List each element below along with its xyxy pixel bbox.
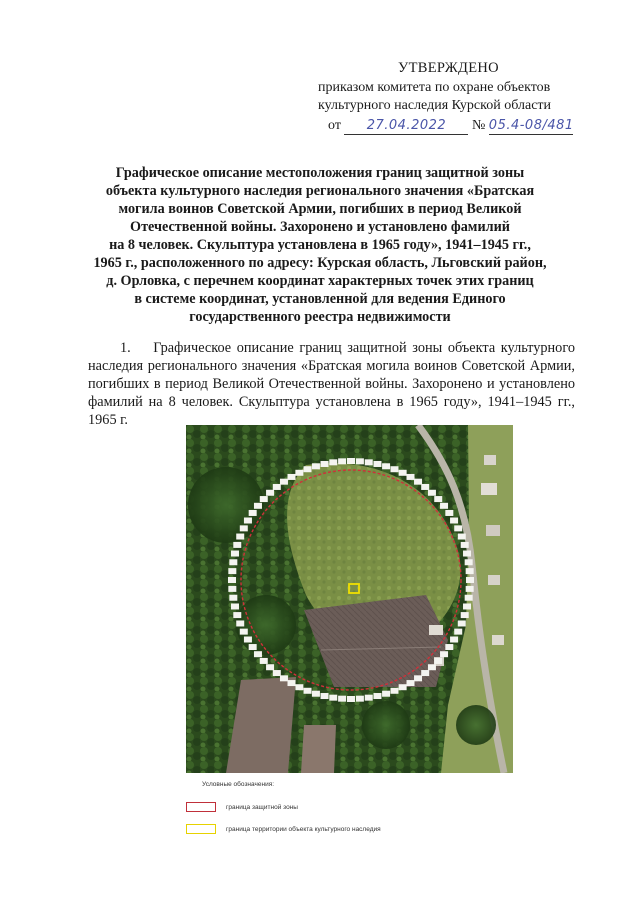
boundary-point-marker: [445, 510, 453, 516]
boundary-point-marker: [295, 470, 303, 476]
boundary-point-marker: [458, 534, 466, 540]
document-heading: [70, 164, 570, 326]
heading-line: могила воинов Советской Армии, погибших в период Великой: [118, 201, 522, 217]
boundary-point-marker: [347, 458, 355, 464]
handwritten-date: 27.04.2022: [366, 118, 447, 133]
boundary-point-marker: [249, 510, 257, 516]
boundary-point-marker: [407, 474, 415, 480]
boundary-point-marker: [231, 551, 239, 557]
boundary-point-marker: [382, 463, 390, 469]
boundary-point-marker: [229, 595, 237, 601]
boundary-point-marker: [228, 577, 236, 583]
section-number: 1.: [120, 340, 131, 356]
legend-title: Условные обозначения:: [202, 781, 275, 788]
boundary-point-marker: [458, 620, 466, 626]
number-underline: [489, 117, 573, 135]
boundary-point-marker: [466, 586, 474, 592]
map-house: [481, 483, 497, 495]
number-label: №: [471, 118, 486, 133]
handwritten-number: 05.4-08/481: [488, 118, 574, 133]
boundary-point-marker: [421, 670, 429, 676]
boundary-point-marker: [399, 470, 407, 476]
boundary-point-marker: [382, 691, 390, 697]
boundary-point-marker: [280, 479, 288, 485]
map-tree-cluster: [456, 705, 496, 745]
legend-label: граница территории объекта культурного наследия: [226, 825, 381, 833]
boundary-point-marker: [295, 684, 303, 690]
boundary-point-marker: [347, 696, 355, 702]
boundary-point-marker: [390, 688, 398, 694]
section-text: Графическое описание границ защитной зоны объекта культурного наследия регионального значения «Братская могила воинов Советской Армии, погибших в период Великой Отечественной войны. Захоронено и установлено фамилий на 8 человек. Скульптура установлена в 1965 году», 1941–1945 гг., 1965 г.: [88, 340, 575, 428]
boundary-point-marker: [450, 637, 458, 643]
boundary-point-marker: [329, 695, 337, 701]
heading-line: в системе координат, установленной для ведения Единого: [134, 291, 506, 307]
boundary-point-marker: [454, 525, 462, 531]
boundary-point-marker: [260, 496, 268, 502]
legend-label: граница защитной зоны: [226, 803, 298, 811]
boundary-point-marker: [465, 559, 473, 565]
boundary-point-marker: [466, 568, 474, 574]
boundary-point-marker: [463, 603, 471, 609]
date-label: от: [328, 118, 341, 133]
boundary-point-marker: [244, 518, 252, 524]
map-lower-field: [301, 725, 336, 773]
boundary-point-marker: [312, 691, 320, 697]
heading-line: Отечественной войны. Захоронено и установлено фамилий: [130, 219, 510, 235]
heading-line: Графическое описание местоположения границ защитной зоны: [115, 165, 525, 181]
boundary-point-marker: [280, 675, 288, 681]
boundary-point-marker: [240, 629, 248, 635]
boundary-point-marker: [356, 458, 364, 464]
boundary-point-marker: [399, 684, 407, 690]
map-tree-cluster: [362, 701, 410, 749]
map-image: [186, 425, 513, 773]
boundary-point-marker: [236, 620, 244, 626]
boundary-point-marker: [428, 490, 436, 496]
map-house: [484, 455, 496, 465]
map-house: [429, 625, 443, 635]
boundary-point-marker: [229, 559, 237, 565]
boundary-point-marker: [466, 577, 474, 583]
boundary-point-marker: [365, 459, 373, 465]
boundary-point-marker: [407, 680, 415, 686]
heading-line: объекта культурного наследия регионального значения «Братская: [105, 183, 535, 199]
boundary-point-marker: [440, 503, 448, 509]
boundary-point-marker: [321, 461, 329, 467]
map-house: [486, 525, 500, 536]
legend-item-protection-zone: [186, 802, 298, 812]
boundary-point-marker: [233, 542, 241, 548]
boundary-point-marker: [465, 595, 473, 601]
boundary-point-marker: [236, 534, 244, 540]
boundary-point-marker: [338, 696, 346, 702]
legend-red-swatch: [186, 802, 216, 812]
boundary-point-marker: [240, 525, 248, 531]
boundary-point-marker: [461, 612, 469, 618]
boundary-point-marker: [356, 696, 364, 702]
boundary-point-marker: [390, 466, 398, 472]
boundary-point-marker: [338, 458, 346, 464]
boundary-point-marker: [254, 651, 262, 657]
boundary-point-marker: [373, 461, 381, 467]
map-tree-cluster: [236, 595, 296, 655]
boundary-point-marker: [450, 518, 458, 524]
date-underline: [344, 117, 468, 135]
boundary-point-marker: [414, 479, 422, 485]
boundary-point-marker: [434, 658, 442, 664]
boundary-point-marker: [249, 644, 257, 650]
boundary-point-marker: [463, 551, 471, 557]
boundary-point-marker: [231, 603, 239, 609]
map-house: [488, 575, 500, 585]
boundary-point-marker: [421, 484, 429, 490]
section-1-paragraph: [88, 339, 575, 429]
approval-line-2: культурного наследия Курской области: [318, 98, 552, 113]
boundary-point-marker: [445, 644, 453, 650]
boundary-point-marker: [312, 463, 320, 469]
legend-item-object-territory: [186, 824, 381, 834]
boundary-point-marker: [304, 466, 312, 472]
boundary-point-marker: [254, 503, 262, 509]
boundary-point-marker: [288, 680, 296, 686]
boundary-point-marker: [321, 693, 329, 699]
approval-title: УТВЕРЖДЕНО: [398, 60, 499, 76]
map-house: [492, 635, 504, 645]
boundary-point-marker: [414, 675, 422, 681]
legend-yellow-swatch: [186, 824, 216, 834]
boundary-point-marker: [373, 693, 381, 699]
boundary-point-marker: [461, 542, 469, 548]
boundary-point-marker: [273, 670, 281, 676]
boundary-point-marker: [304, 688, 312, 694]
boundary-point-marker: [266, 664, 274, 670]
heading-line: на 8 человек. Скульптура установлена в 1965 году», 1941–1945 гг.,: [109, 237, 531, 253]
satellite-map: [186, 425, 513, 773]
approval-date-number-line: [328, 117, 573, 135]
boundary-point-marker: [434, 496, 442, 502]
boundary-point-marker: [288, 474, 296, 480]
approval-line-1: приказом комитета по охране объектов: [318, 80, 551, 95]
heading-line: государственного реестра недвижимости: [189, 309, 451, 325]
boundary-point-marker: [440, 651, 448, 657]
boundary-point-marker: [228, 568, 236, 574]
boundary-point-marker: [233, 612, 241, 618]
boundary-point-marker: [266, 490, 274, 496]
boundary-point-marker: [273, 484, 281, 490]
heading-line: д. Орловка, с перечнем координат характерных точек этих границ: [106, 273, 534, 289]
boundary-point-marker: [244, 637, 252, 643]
boundary-point-marker: [329, 459, 337, 465]
boundary-point-marker: [454, 629, 462, 635]
heading-line: 1965 г., расположенного по адресу: Курская область, Льговский район,: [93, 255, 547, 271]
boundary-point-marker: [228, 586, 236, 592]
boundary-point-marker: [365, 695, 373, 701]
boundary-point-marker: [428, 664, 436, 670]
boundary-point-marker: [260, 658, 268, 664]
